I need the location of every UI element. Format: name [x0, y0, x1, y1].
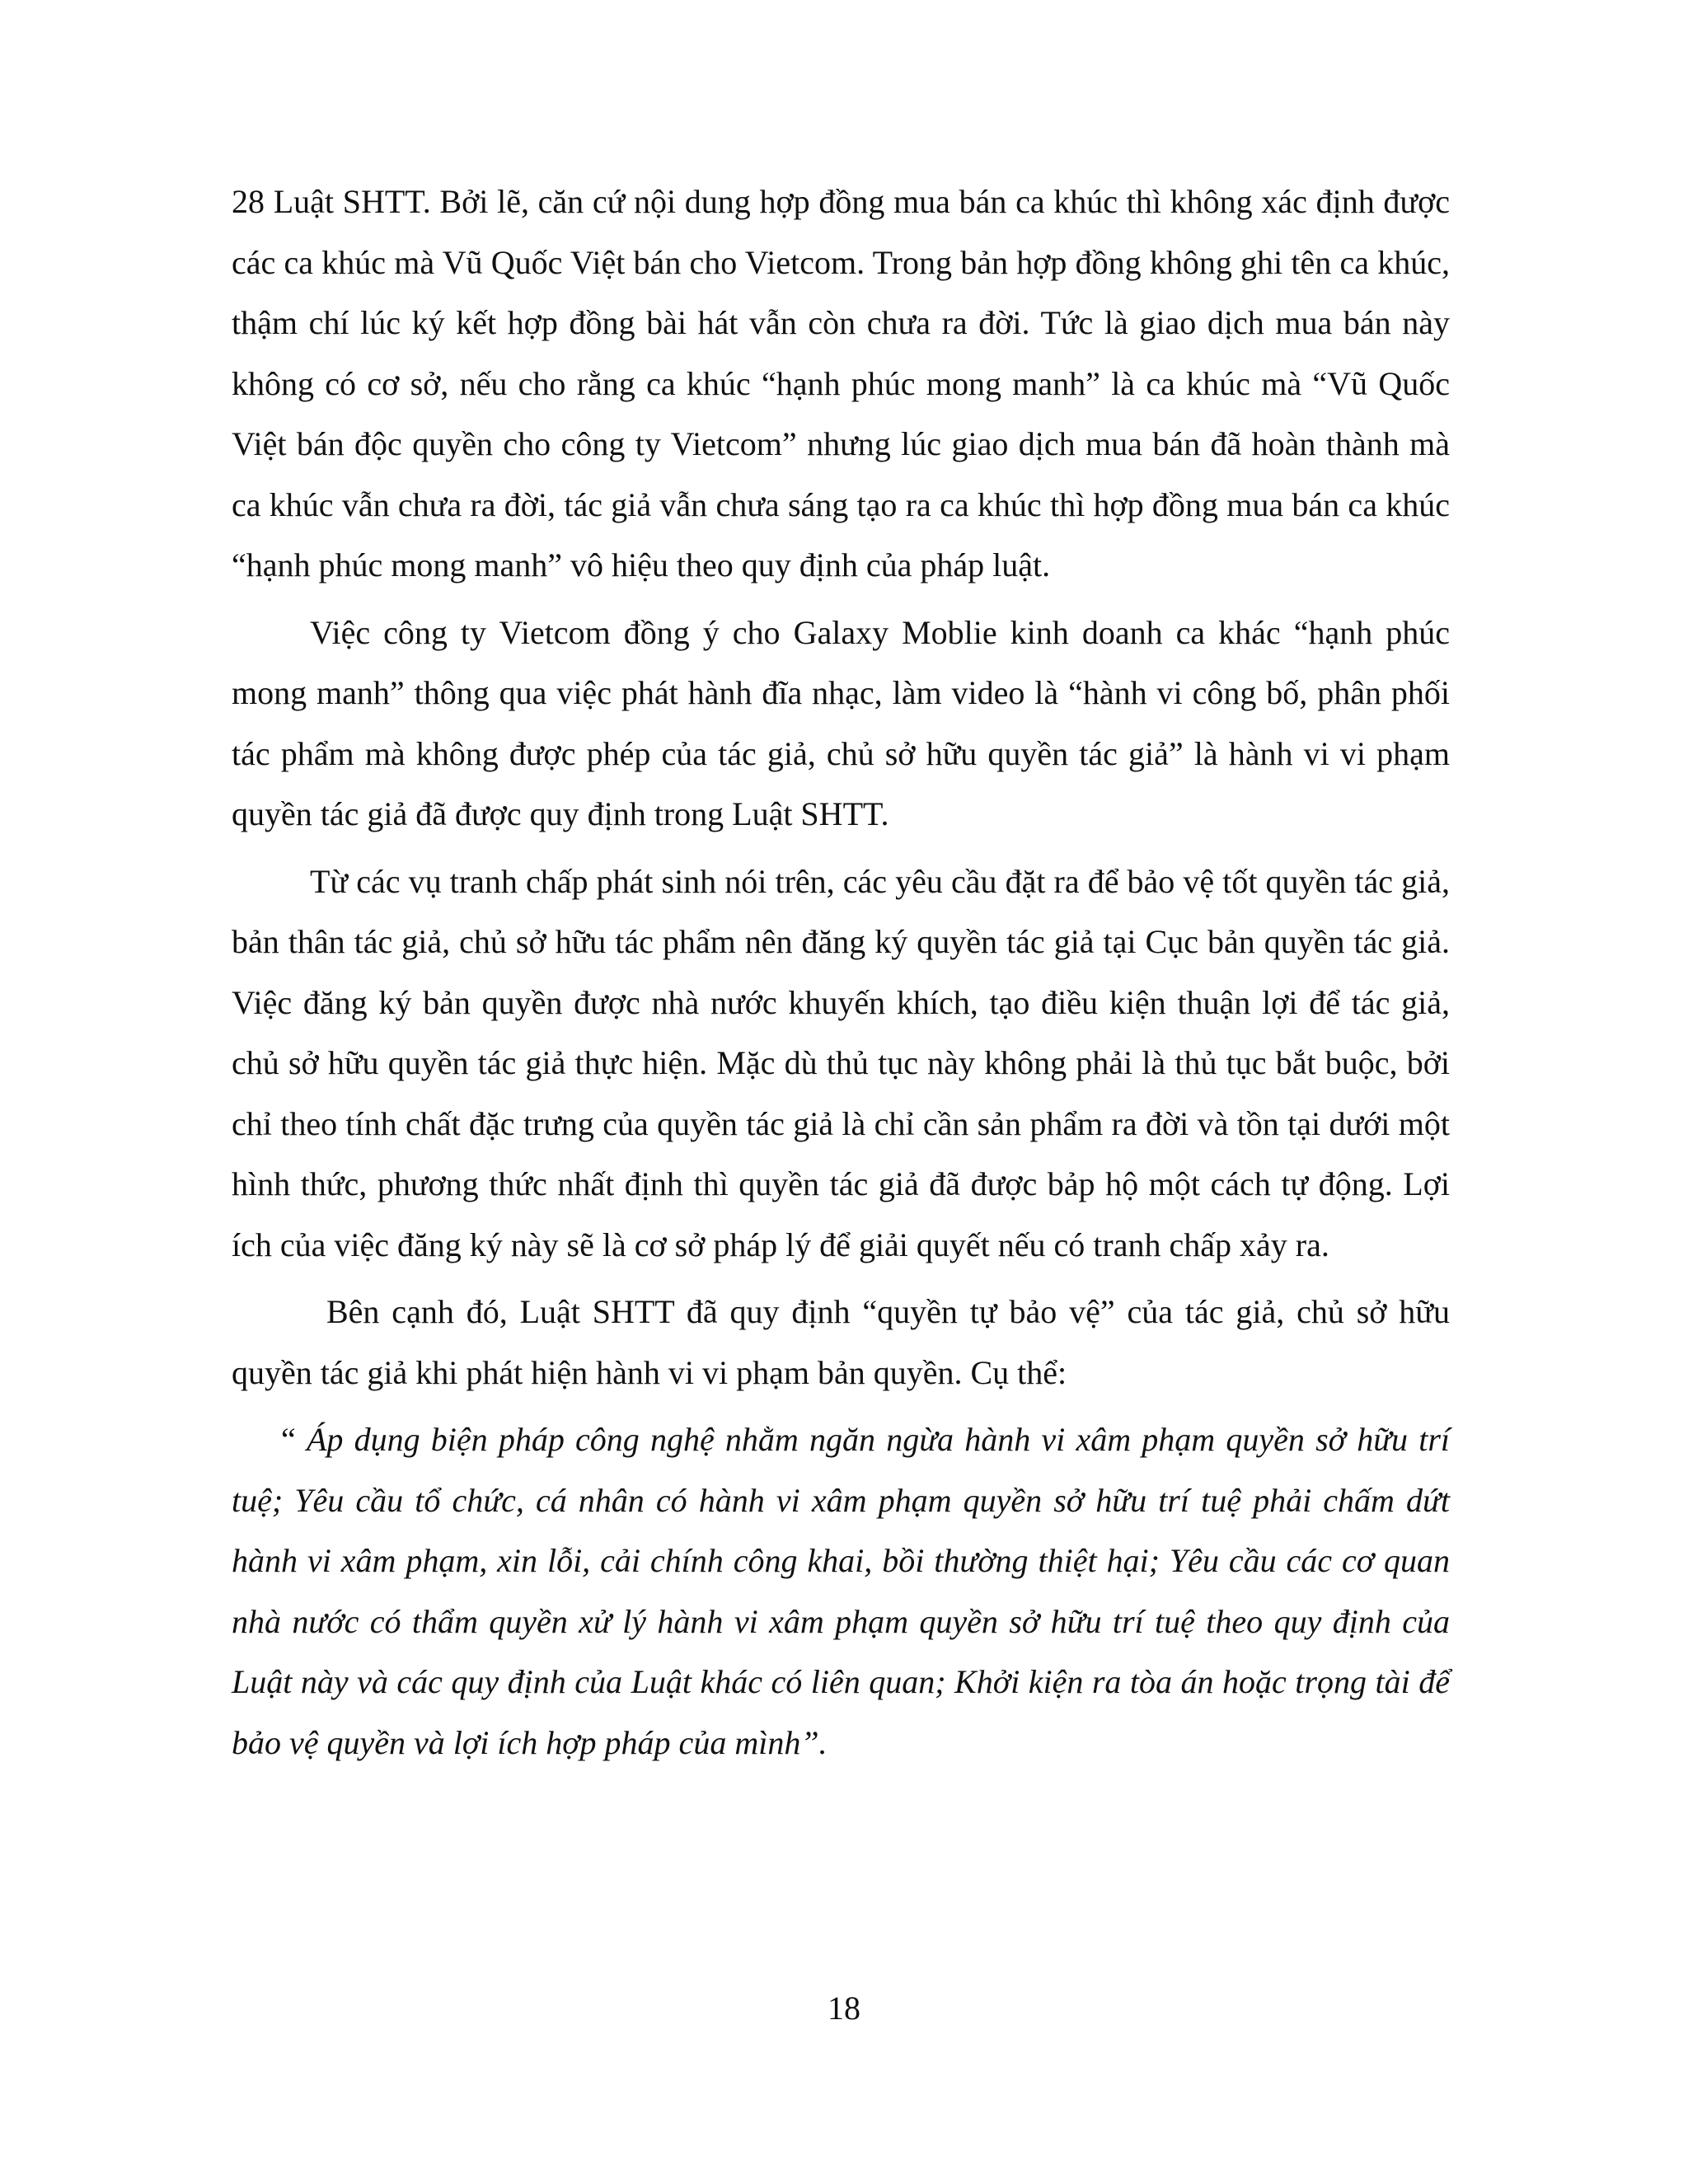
paragraph-vietcom-violation: Việc công ty Vietcom đồng ý cho Galaxy Moblie kinh doanh ca khác “hạnh phúc mong manh” thông qua việc phát hành đĩa nhạc, làm video là “hành vi công bố, phân phối tác phẩm mà không được phép của tác giả, chủ sở hữu quyền tác giả” là hành vi vi phạm quyền tác giả đã được quy định trong Luật SHTT. — [232, 613, 1450, 832]
quote-open-mark: “ — [281, 1421, 307, 1458]
quote-body: Áp dụng biện pháp công nghệ nhằm ngăn ngừa hành vi xâm phạm quyền sở hữu trí tuệ; Yêu cầu tổ chức, cá nhân có hành vi xâm phạm quyền sở hữu trí tuệ phải chấm dứt hành vi xâm phạm, xin lỗi, cải chính công khai, bồi thường thiệt hại; Yêu cầu các cơ quan nhà nước có thẩm quyền xử lý hành vi xâm phạm quyền sở hữu trí tuệ theo quy định của Luật này và các quy định của Luật khác có liên quan; Khởi kiện ra tòa án hoặc trọng tài để bảo vệ quyền và lợi ích hợp pháp của mình”. — [232, 1421, 1450, 1761]
paragraph-self-protection: Bên cạnh đó, Luật SHTT đã quy định “quyền tự bảo vệ” của tác giả, chủ sở hữu quyền tác giả khi phát hiện hành vi vi phạm bản quyền. Cụ thể: — [232, 1293, 1450, 1391]
page-number: 18 — [828, 1990, 860, 2027]
document-body — [232, 171, 1450, 1779]
legal-quote — [232, 1409, 1450, 1773]
paragraph-copyright-registration: Từ các vụ tranh chấp phát sinh nói trên, các yêu cầu đặt ra để bảo vệ tốt quyền tác giả, bản thân tác giả, chủ sở hữu tác phẩm nên đăng ký quyền tác giả tại Cục bản quyền tác giả. Việc đăng ký bản quyền được nhà nước khuyến khích, tạo điều kiện thuận lợi để tác giả, chủ sở hữu quyền tác giả thực hiện. Mặc dù thủ tục này không phải là thủ tục bắt buộc, bởi chỉ theo tính chất đặc trưng của quyền tác giả là chỉ cần sản phẩm ra đời và tồn tại dưới một hình thức, phương thức nhất định thì quyền tác giả đã được bảp hộ một cách tự động. Lợi ích của việc đăng ký này sẽ là cơ sở pháp lý để giải quyết nếu có tranh chấp xảy ra. — [232, 862, 1450, 1263]
paragraph-contract-analysis: 28 Luật SHTT. Bởi lẽ, căn cứ nội dung hợp đồng mua bán ca khúc thì không xác định được các ca khúc mà Vũ Quốc Việt bán cho Vietcom. Trong bản hợp đồng không ghi tên ca khúc, thậm chí lúc ký kết hợp đồng bài hát vẫn còn chưa ra đời. Tức là giao dịch mua bán này không có cơ sở, nếu cho rằng ca khúc “hạnh phúc mong manh” là ca khúc mà “Vũ Quốc Việt bán độc quyền cho công ty Vietcom” nhưng lúc giao dịch mua bán đã hoàn thành mà ca khúc vẫn chưa ra đời, tác giả vẫn chưa sáng tạo ra ca khúc thì hợp đồng mua bán ca khúc “hạnh phúc mong manh” vô hiệu theo quy định của pháp luật. — [232, 183, 1450, 583]
